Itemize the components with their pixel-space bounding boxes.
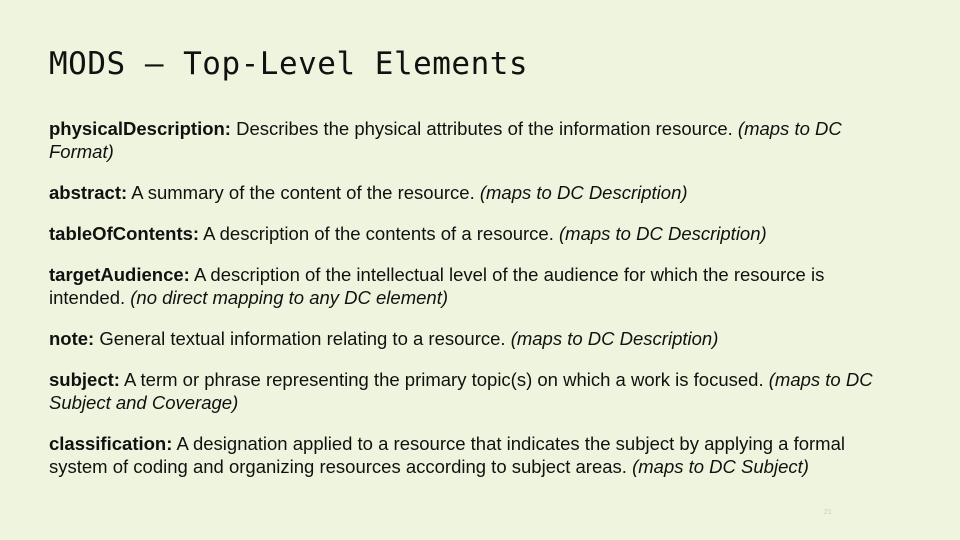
dc-mapping: (maps to DC Description) <box>510 328 719 349</box>
element-description: A description of the contents of a resource. <box>199 223 559 244</box>
element-description: A description of the intellectual level of the audience for which the resource is intended. <box>49 264 825 308</box>
dc-mapping: (maps to DC Subject and Coverage) <box>49 369 873 413</box>
element-entry-note <box>49 327 904 350</box>
element-term: physicalDescription: <box>49 118 231 139</box>
element-term: targetAudience: <box>49 264 190 285</box>
element-term: subject: <box>49 369 120 390</box>
element-description: A designation applied to a resource that indicates the subject by applying a formal system of coding and organizing resources according to subject areas. <box>49 433 845 477</box>
element-entry-physical-description <box>49 117 904 163</box>
dc-mapping: (maps to DC Description) <box>479 182 688 203</box>
element-description: A term or phrase representing the primary topic(s) on which a work is focused. <box>119 369 769 390</box>
element-entry-subject <box>49 368 904 414</box>
element-description: A summary of the content of the resource. <box>127 182 480 203</box>
element-description: General textual information relating to a resource. <box>94 328 511 349</box>
element-description: Describes the physical attributes of the information resource. <box>230 118 738 139</box>
element-entry-target-audience <box>49 263 904 309</box>
dc-mapping: (no direct mapping to any DC element) <box>130 287 448 308</box>
dc-mapping: (maps to DC Subject) <box>632 456 809 477</box>
dc-mapping: (maps to DC Format) <box>49 118 842 162</box>
element-entry-classification <box>49 432 904 478</box>
dc-mapping: (maps to DC Description) <box>559 223 767 244</box>
element-entry-table-of-contents <box>49 222 904 245</box>
element-term: classification: <box>49 433 173 454</box>
slide-content <box>49 117 904 496</box>
slide-title: MODS – Top-Level Elements <box>49 46 529 82</box>
element-term: note: <box>49 328 95 349</box>
element-entry-abstract <box>49 181 904 204</box>
page-number: 21 <box>824 509 832 516</box>
element-term: tableOfContents: <box>49 223 200 244</box>
element-term: abstract: <box>49 182 128 203</box>
